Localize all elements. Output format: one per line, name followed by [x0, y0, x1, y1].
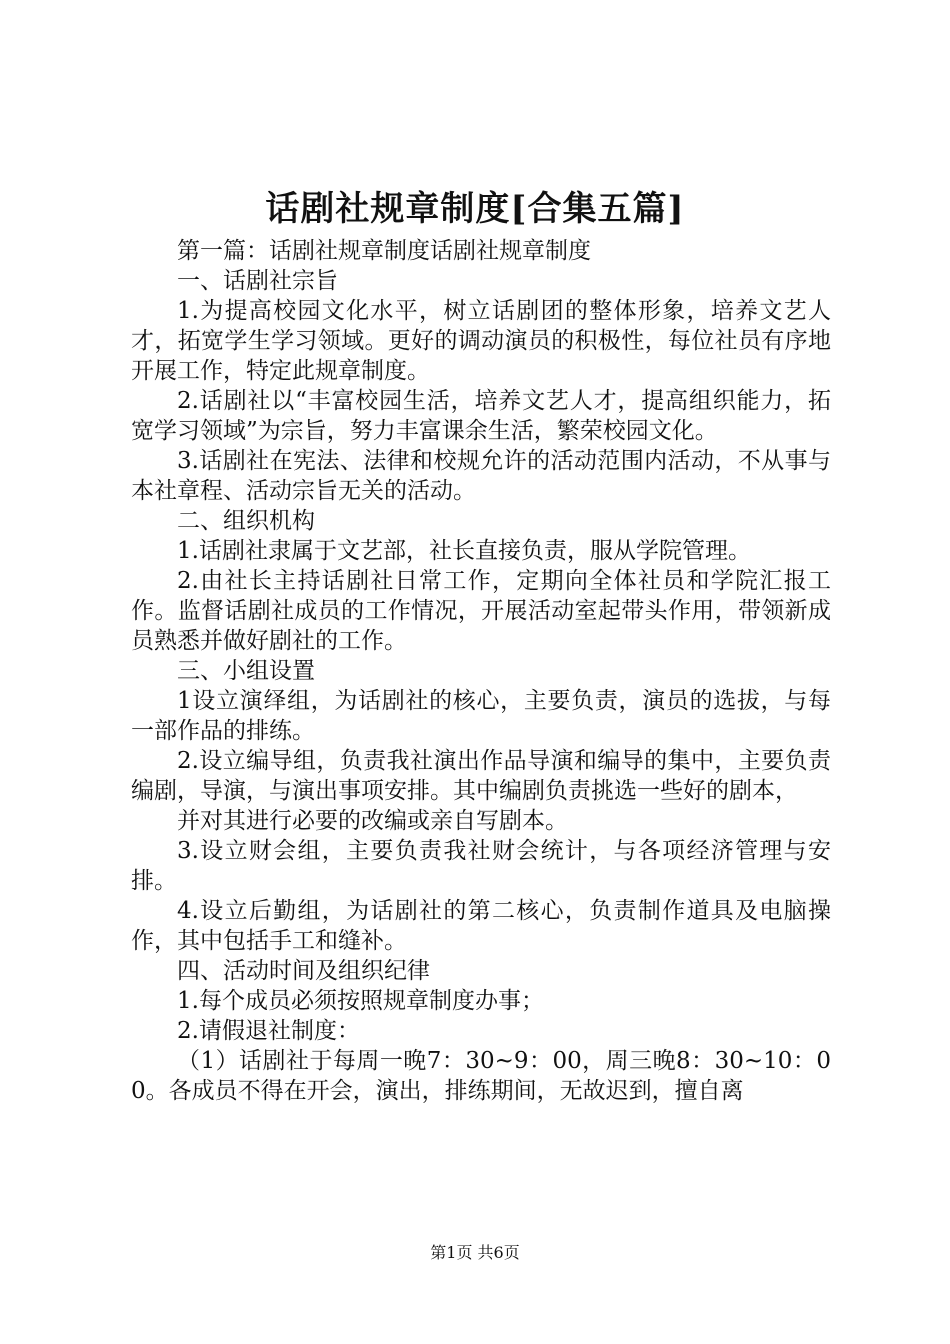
- paragraph: 1.为提高校园文化水平，树立话剧团的整体形象，培养文艺人才，拓宽学生学习领域。更好的调动演员的积极性，每位社员有序地开展工作，特定此规章制度。: [131, 298, 831, 384]
- paragraph: 4.设立后勤组，为话剧社的第二核心，负责制作道具及电脑操作，其中包括手工和缝补。: [131, 898, 831, 954]
- document-body: [131, 236, 831, 1106]
- paragraph: 3.话剧社在宪法、法律和校规允许的活动范围内活动，不从事与本社章程、活动宗旨无关的活动。: [131, 448, 831, 504]
- paragraph: 1.话剧社隶属于文艺部，社长直接负责，服从学院管理。: [177, 538, 751, 564]
- section-heading: 二、组织机构: [177, 508, 315, 534]
- section-heading: 三、小组设置: [177, 658, 315, 684]
- paragraph: 第一篇：话剧社规章制度话剧社规章制度: [177, 238, 591, 264]
- document-title: 话剧社规章制度[合集五篇]: [265, 189, 685, 229]
- paragraph: 2.设立编导组，负责我社演出作品导演和编导的集中，主要负责编剧，导演，与演出事项安排。其中编剧负责挑选一些好的剧本，: [131, 748, 831, 804]
- paragraph: （1）话剧社于每周一晚7：30~9：00，周三晚8：30~10：00。各成员不得在开会，演出，排练期间，无故迟到，擅自离: [131, 1048, 831, 1104]
- section-heading: 一、话剧社宗旨: [177, 268, 338, 294]
- paragraph: 1.每个成员必须按照规章制度办事；: [177, 988, 544, 1014]
- paragraph: 2.由社长主持话剧社日常工作，定期向全体社员和学院汇报工作。监督话剧社成员的工作情况，开展活动室起带头作用，带领新成员熟悉并做好剧社的工作。: [131, 568, 831, 654]
- paragraph: 2.话剧社以“丰富校园生活，培养文艺人才，提高组织能力，拓宽学习领域”为宗旨，努力丰富课余生活，繁荣校园文化。: [131, 388, 831, 444]
- paragraph: 2.请假退社制度：: [177, 1018, 360, 1044]
- page-number-footer: 第1页 共6页: [430, 1243, 520, 1262]
- section-heading: 四、活动时间及组织纪律: [177, 958, 430, 984]
- paragraph: 3.设立财会组，主要负责我社财会统计，与各项经济管理与安排。: [131, 838, 831, 894]
- paragraph: 1设立演绎组，为话剧社的核心，主要负责，演员的选拔，与每一部作品的排练。: [131, 688, 831, 744]
- paragraph: 并对其进行必要的改编或亲自写剧本。: [177, 808, 568, 834]
